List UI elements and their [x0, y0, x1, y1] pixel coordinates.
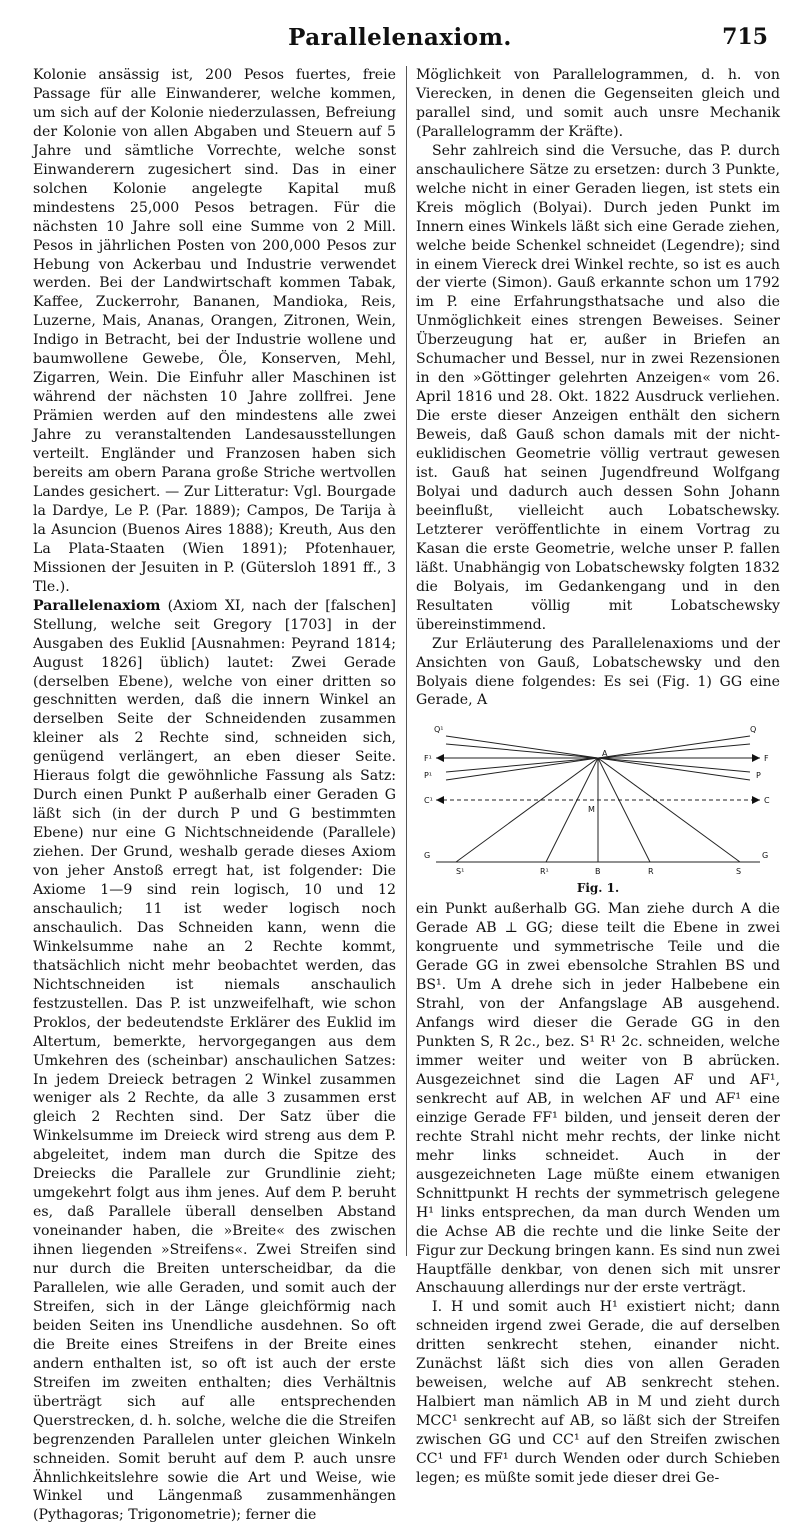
running-head — [0, 20, 800, 60]
page-title: Parallelenaxiom. — [288, 24, 512, 51]
arrow-c — [752, 796, 760, 804]
arrow-f1 — [436, 754, 444, 762]
figure-1 — [416, 716, 780, 896]
right-column — [416, 66, 780, 1486]
label-s: S — [736, 867, 742, 877]
line-a-s — [598, 758, 740, 862]
label-m: M — [588, 805, 595, 815]
column-divider — [406, 66, 407, 1256]
label-q: Q — [750, 725, 757, 735]
arrow-c1 — [436, 796, 444, 804]
label-g-right: G — [762, 851, 769, 861]
page-number: 715 — [722, 24, 768, 50]
label-p1: P¹ — [424, 771, 433, 781]
paragraph: ein Punkt außerhalb GG. Man ziehe durch A die Gerade AB ⊥ GG; diese teilt die Ebene in zwei kongruente und symmetrische Teile und die Gerade GG in zwei ebensolche Strahlen BS und BS¹. Um A drehe sich in jeder Halbebene ein Strahl, von der Anfangslage AB ausgehend. Anfangs wird dieser die Gerade GG in den Punkten S, R 2c., bez. S¹ R¹ 2c. schneiden, welche immer weiter und weiter von B abrücken. Ausgezeichnet sind die Lagen AF und AF¹, senkrecht auf AB, in welchen AF und AF¹ eine einzige Gerade FF¹ bilden, und jenseit deren der rechte Strahl nicht mehr rechts, der linke nicht mehr links schneidet. Auch in der ausgezeichneten Lage müßte einem etwanigen Schnittpunkt H rechts der symmetrisch gelegene H¹ links entsprechen, da man durch Wenden um die Achse AB die rechte und die linke Seite der Figur zur Deckung bringen kann. Es sind nun zwei Hauptfälle denkbar, von denen sich mit unsrer Anschauung allerdings nur der erste verträgt. — [416, 901, 780, 1297]
paragraph: Sehr zahlreich sind die Versuche, das P. durch anschaulichere Sätze zu ersetzen: durch 3 Punkte, welche nicht in einer Geraden liegen, ist stets ein Kreis möglich (Bolyai). Durch jeden Punkt im Innern eines Winkels läßt sich eine Gerade ziehen, welche beide Schenkel schneidet (Legendre); sind in einem Viereck drei Winkel rechte, so ist es auch der vierte (Simon). Gauß erkannte schon um 1792 im P. eine Erfahrungsthatsache und also die Unmöglichkeit eines strengen Beweises. Seiner Überzeugung hat er, außer in Briefen an Schumacher und Bessel, nur in zwei Rezensionen in den »Göttinger gelehrten Anzeigen« vom 26. April 1816 und 28. Okt. 1822 Ausdruck verliehen. Die erste dieser Anzeigen enthält den sichern Beweis, daß Gauß schon damals mit der nicht-euklidischen Geometrie völlig vertraut gewesen ist. Gauß hat seinen Jugendfreund Wolfgang Bolyai und dadurch auch dessen Sohn Johann beeinflußt, vielleicht auch Lobatschewsky. Letzterer veröffentlichte in einem Vortrag zu Kasan die erste Geometrie, welche unser P. fallen läßt. Unabhängig von Lobatschewsky folgten 1832 die Bolyais, im Gedankengang und in den Resultaten völlig mit Lobatschewsky übereinstimmend. — [416, 142, 780, 633]
paragraph: I. H und somit auch H¹ existiert nicht; dann schneiden irgend zwei Gerade, die auf derselben dritten senkrecht stehen, einander nicht. Zunächst läßt sich dies von allen Geraden beweisen, welche auf AB senkrecht stehen. Halbiert man nämlich AB in M und zieht durch MCC¹ senkrecht auf AB, so läßt sich der Streifen zwischen GG und CC¹ auf den Streifen zwischen CC¹ und FF¹ durch Wenden oder durch Schieben legen; es müßte somit jede dieser drei Ge- — [416, 1299, 780, 1486]
line-a-s1 — [456, 758, 598, 862]
arrow-f — [752, 754, 760, 762]
paragraph: Kolonie ansässig ist, 200 Pesos fuertes, freie Passage für alle Einwanderer, welche kommen, um sich auf der Kolonie niederzulassen, Befreiung der Kolonie von allen Abgaben und Steuern auf 5 Jahre und sämtliche Vorrechte, welche sonst Einwanderern zugesichert sind. Das in einer solchen Kolonie angelegte Kapital muß mindestens 25,000 Pesos betragen. Für die nächsten 10 Jahre soll eine Summe von 2 Mill. Pesos in jährlichen Posten von 200,000 Pesos zur Hebung von Ackerbau und Industrie verwendet werden. Bei der Landwirtschaft kommen Tabak, Kaffee, Zuckerrohr, Bananen, Mandioka, Reis, Luzerne, Mais, Ananas, Orangen, Zitronen, Wein, Indigo in Betracht, bei der Industrie wollene und baumwollene Gewebe, Öle, Konserven, Mehl, Zigarren, Wein. Die Einfuhr aller Maschinen ist während der nächsten 10 Jahre zollfrei. Jene Prämien werden auf den mindestens alle zwei Jahre zu veranstaltenden Landesausstellungen verteilt. Engländer und Franzosen haben sich bereits am obern Parana große Striche wertvollen Landes gesichert. — Zur Litteratur: Vgl. Bourgade la Dardye, Le P. (Par. 1889); Campos, De Tarija à la Asuncion (Buenos Aires 1888); Kreuth, Aus den La Plata-Staaten (Wien 1891); Pfotenhauer, Missionen der Jesuiten in P. (Gütersloh 1891 ff., 3 Tle.). — [33, 67, 396, 595]
label-b: B — [595, 867, 601, 877]
label-f: F — [764, 754, 769, 764]
label-r1: R¹ — [540, 867, 549, 877]
entry-text: (Axiom XI, nach der [falschen] Stellung, welche seit Gregory [1703] in der Ausgaben des Euklid [Ausnahmen: Peyrand 1814; August 1826] üblich) lautet: Zwei Gerade (derselben Ebene), welche von einer dritten so geschnitten werden, daß die innern Winkel an derselben Seite der Schneidenden zusammen kleiner als 2 Rechte sind, schneiden sich, genügend verlängert, an eben dieser Seite. Hieraus folgt die gewöhnliche Fassung als Satz: Durch einen Punkt P außerhalb einer Geraden G läßt sich (in der durch P und G bestimmten Ebene) nur eine G Nichtschneidende (Parallele) ziehen. Der Grund, weshalb gerade dieses Axiom von jeher Anstoß erregt hat, ist folgender: Die Axiome 1—9 sind rein logisch, 10 und 12 anschaulich; 11 ist weder logisch noch anschaulich. Das Schneiden kann, wenn die Winkelsumme nahe an 2 Rechte kommt, thatsächlich nicht mehr beobachtet werden, das Nichtschneiden ist niemals anschaulich festzustellen. Das P. ist unzweifelhaft, wie schon Proklos, der bedeutendste Erklärer des Euklid im Altertum, bemerkte, hervorgegangen aus dem Umkehren des (scheinbar) anschaulichen Satzes: In jedem Dreieck betragen 2 Winkel zusammen weniger als 2 Rechte, da alle 3 zusammen erst gleich 2 Rechten sind. Der Satz über die Winkelsumme im Dreieck wird streng aus dem P. abgeleitet, indem man durch die Spitze des Dreiecks die Parallele zur Grundlinie zieht; umgekehrt folgt aus ihm jenes. Auf dem P. beruht es, daß Parallele überall denselben Abstand voneinander haben, die »Breite« des zwischen ihnen liegenden »Streifens«. Zwei Streifen sind nur durch die Breiten unterscheidbar, da die Parallelen, wie alle Geraden, und somit auch der Streifen, sich in der Länge gleichförmig nach beiden Seiten ins Unendliche ausdehnen. So oft die Breite eines Streifens in der Breite eines andern enthalten ist, so oft ist auch der erste Streifen im zweiten enthalten; dies Verhältnis überträgt sich auf alle entsprechenden Querstrecken, d. h. solche, welche die die Streifen begrenzenden Parallelen unter gleichen Winkeln schneiden. Somit beruht auf dem P. auch unsre Ähnlichkeitslehre sowie die Art und Weise, wie Winkel und Längenmaß zusammenhängen (Pythagoras; Trigonometrie); ferner die — [33, 597, 396, 1524]
paragraph: Möglichkeit von Parallelogrammen, d. h. von Vierecken, in denen die Gegenseiten gleich und parallel sind, und somit auch unsre Mechanik (Parallelogramm der Kräfte). — [416, 67, 780, 140]
label-q1: Q¹ — [434, 725, 444, 735]
paragraph: Zur Erläuterung des Parallelenaxioms und der Ansichten von Gauß, Lobatschewsky und den Bolyais diene folgendes: Es sei (Fig. 1) GG eine Gerade, A — [416, 635, 780, 709]
entry-paragraph — [33, 597, 396, 1525]
figure-caption: Fig. 1. — [576, 881, 620, 896]
label-f1: F¹ — [424, 754, 432, 764]
label-p: P — [756, 771, 761, 781]
label-g-left: G — [424, 851, 431, 861]
label-c1: C¹ — [424, 796, 433, 806]
left-column — [33, 66, 396, 1524]
label-s1: S¹ — [456, 867, 465, 877]
label-c: C — [764, 796, 770, 806]
label-r: R — [648, 867, 654, 877]
line-a-r — [598, 758, 650, 862]
label-a: A — [602, 749, 608, 759]
geometry-diagram — [416, 716, 780, 881]
entry-headword: Parallelenaxiom — [33, 597, 161, 614]
